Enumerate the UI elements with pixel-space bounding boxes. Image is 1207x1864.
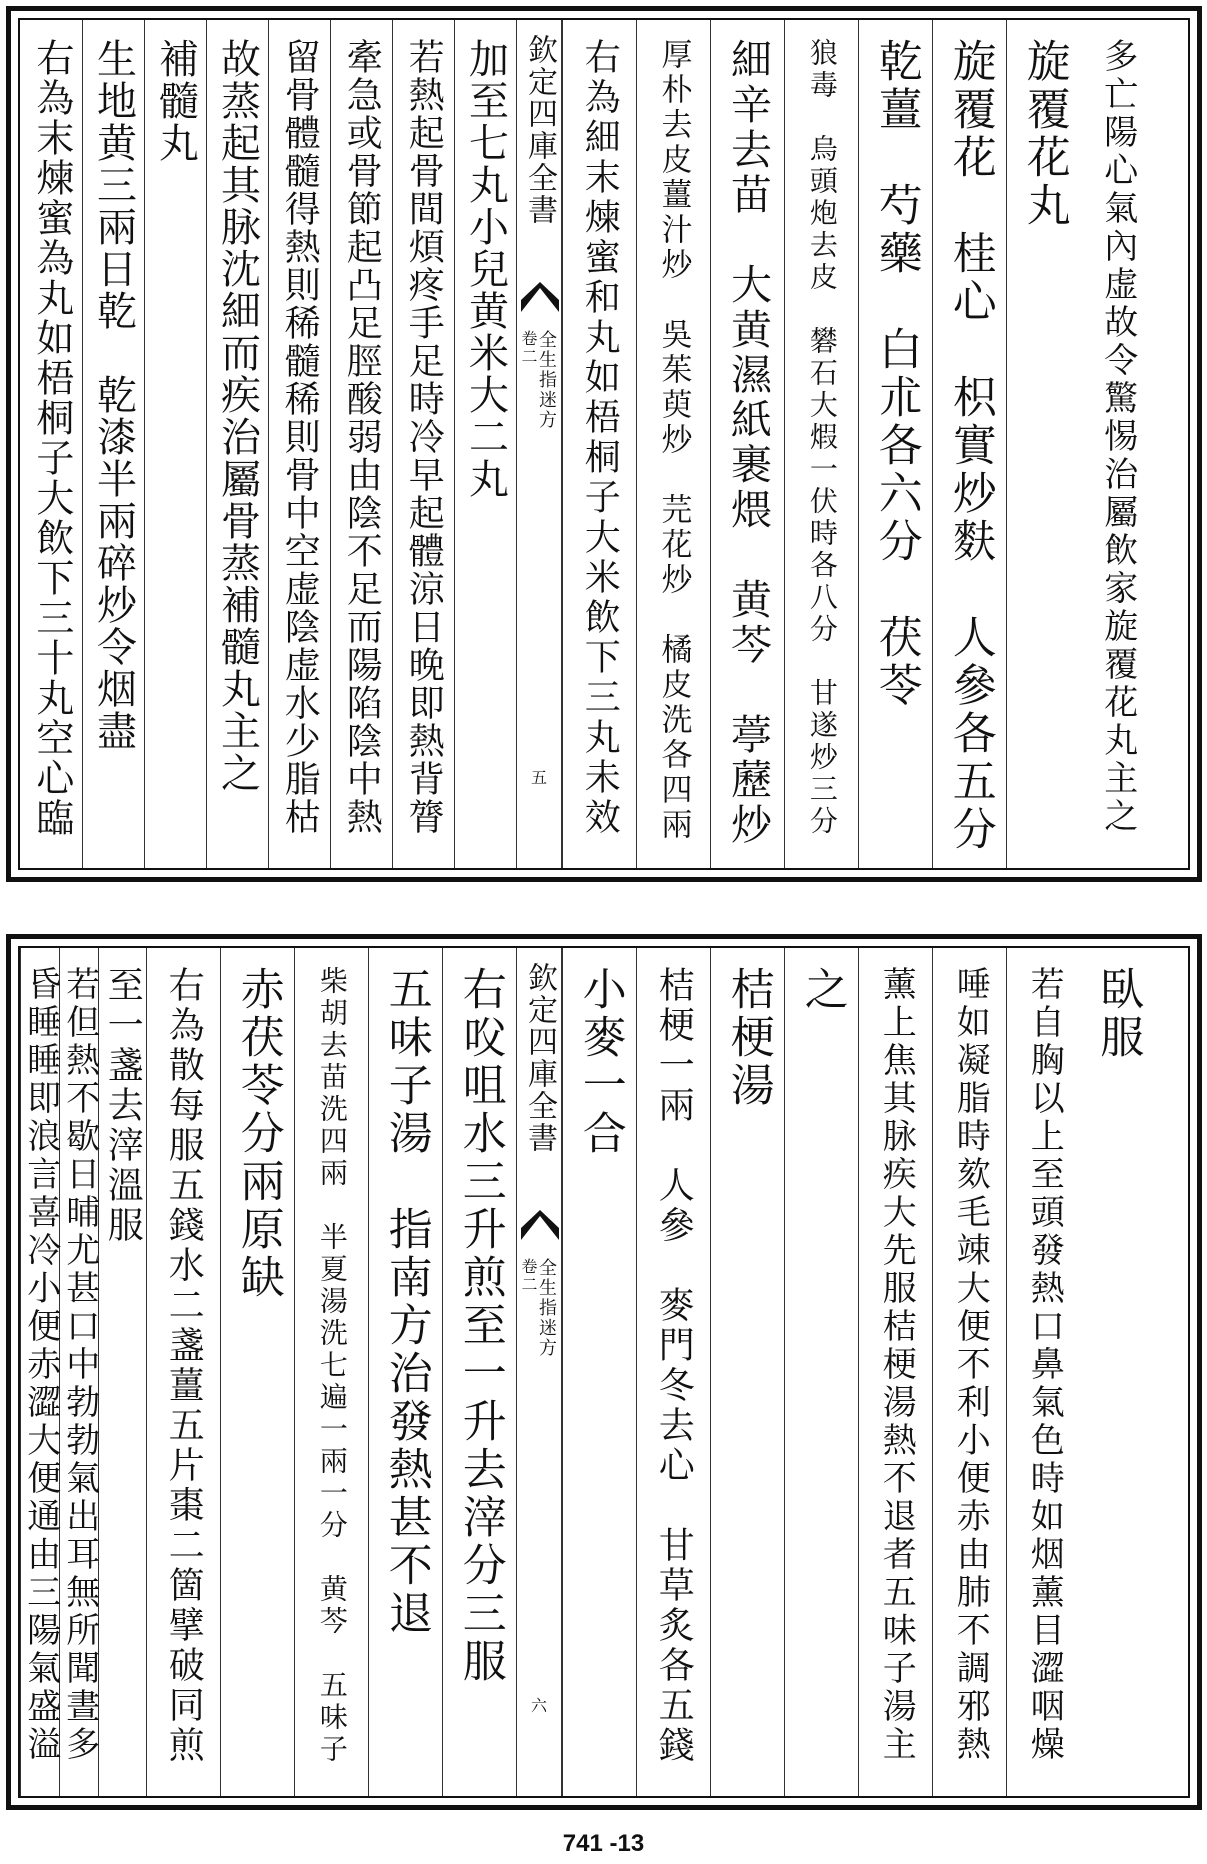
column-text: 狼毒 烏頭炮去皮 礬石大煆一伏時各八分 甘遂炒三分 [805, 38, 839, 838]
text-column [784, 948, 858, 1796]
column-text: 之 [796, 966, 848, 1014]
text-column [636, 20, 710, 868]
column-text: 細辛去苗 大黄濕紙裹煨 黄芩 葶藶炒 [724, 38, 773, 848]
text-column [144, 20, 206, 868]
text-column [932, 948, 1006, 1796]
text-column [442, 948, 516, 1796]
text-column [206, 20, 268, 868]
text-column [858, 948, 932, 1796]
text-column [710, 20, 784, 868]
center-fold-column [516, 948, 562, 1796]
column-text: 生地黄三兩日乾 乾漆半兩碎炒令烟盡 [90, 38, 137, 752]
text-column [82, 20, 144, 868]
column-text: 牽急或骨節起凸足脛酸弱由陰不足而陽陷陰中熱 [341, 38, 383, 836]
column-text: 赤茯苓分兩原缺 [232, 966, 284, 1302]
column-text: 柴胡去苗洗四兩 半夏湯洗七遍一兩一分 黄芩 五味子 [315, 966, 349, 1766]
series-title: 欽定四庫全書 [522, 34, 557, 226]
text-column [146, 948, 220, 1796]
text-column [98, 948, 146, 1796]
fish-tail-mark-icon [521, 1210, 559, 1240]
series-title: 欽定四庫全書 [522, 962, 557, 1154]
column-text: 若但熱不歇日晡尤甚口中勃勃氣出耳無所聞晝多 [59, 966, 100, 1764]
column-text: 薰上焦其脉疾大先服桔梗湯熱不退者五味子湯主 [876, 966, 917, 1764]
text-column [59, 948, 98, 1796]
column-text: 加至七丸小兒黄米大二丸 [462, 38, 509, 500]
column-text: 旋覆花丸 [1018, 38, 1070, 230]
column-text: 小麥一合 [574, 966, 626, 1158]
text-column [268, 20, 330, 868]
column-text: 右為末煉蜜為丸如梧桐子大飲下三十丸空心臨 [29, 38, 74, 838]
text-column [1080, 20, 1154, 868]
column-text: 右為散每服五錢水二盞薑五片棗二箇擘破同煎 [163, 966, 205, 1766]
column-text: 厚朴去皮薑汁炒 吳茱萸炒 芫花炒 橘皮洗各四兩 [655, 38, 692, 843]
column-text: 旋覆花 桂心 枳實炒麩 人參各五分 [944, 38, 996, 854]
text-column [20, 948, 59, 1796]
juan-number: 卷二 [519, 1258, 538, 1294]
top-page [6, 6, 1202, 882]
column-text: 臥服 [1092, 966, 1144, 1062]
text-column [858, 20, 932, 868]
column-text: 桔梗一兩 人參 麥門冬去心 甘草炙各五錢 [653, 966, 695, 1766]
text-column [330, 20, 392, 868]
text-column [562, 20, 636, 868]
column-text: 昏睡睡即浪言喜冷小便赤澀大便通由三陽氣盛溢 [20, 966, 61, 1764]
top-page-frame [18, 18, 1190, 870]
column-text: 故蒸起其脉沈細而疾治屬骨蒸補髓丸主之 [214, 38, 261, 794]
column-text: 右㕮咀水三升煎至一升去滓分三服 [454, 966, 506, 1686]
column-text: 若自胸以上至頭發熱口鼻氣色時如烟薰目澀咽燥 [1024, 966, 1065, 1764]
text-column [220, 948, 294, 1796]
center-fold-column [516, 20, 562, 868]
column-text: 若熱起骨間煩疼手足時冷早起體涼日晚即熱背膂 [403, 38, 445, 836]
bottom-page-frame [18, 946, 1190, 1798]
column-text: 補髓丸 [152, 38, 199, 164]
text-column [368, 948, 442, 1796]
column-text: 乾薑 芍藥 白朮各六分 茯苓 [870, 38, 922, 710]
page-footer-number: 741 -13 [562, 1830, 645, 1857]
book-title: 全生指迷方 [536, 330, 557, 430]
juan-number: 卷二 [519, 330, 538, 366]
book-title: 全生指迷方 [536, 1258, 557, 1358]
page-number: 五 [530, 768, 547, 787]
column-text: 留骨體髓得熱則稀髓稀則骨中空虚陰虚水少脂枯 [279, 38, 321, 836]
text-column [710, 948, 784, 1796]
text-column [1080, 948, 1154, 1796]
column-text: 桔梗湯 [722, 966, 774, 1110]
text-column [1006, 20, 1080, 868]
bottom-page [6, 934, 1202, 1810]
column-text: 至一盞去滓溫服 [102, 966, 144, 1246]
text-column [392, 20, 454, 868]
text-column [562, 948, 636, 1796]
text-column [294, 948, 368, 1796]
text-column [454, 20, 516, 868]
text-column [636, 948, 710, 1796]
text-column [1006, 948, 1080, 1796]
column-text: 唾如凝脂時欬毛竦大便不利小便赤由肺不調邪熱 [950, 966, 991, 1764]
column-text: 右為細末煉蜜和丸如梧桐子大米飲下三丸未效 [579, 38, 621, 838]
text-column [932, 20, 1006, 868]
page-number: 六 [530, 1696, 547, 1715]
fish-tail-mark-icon [521, 282, 559, 312]
text-column [20, 20, 82, 868]
column-text: 多亡陽心氣內虚故令驚惕治屬飲家旋覆花丸主之 [1097, 38, 1138, 836]
text-column [784, 20, 858, 868]
column-text: 五味子湯 指南方治發熱甚不退 [380, 966, 432, 1638]
